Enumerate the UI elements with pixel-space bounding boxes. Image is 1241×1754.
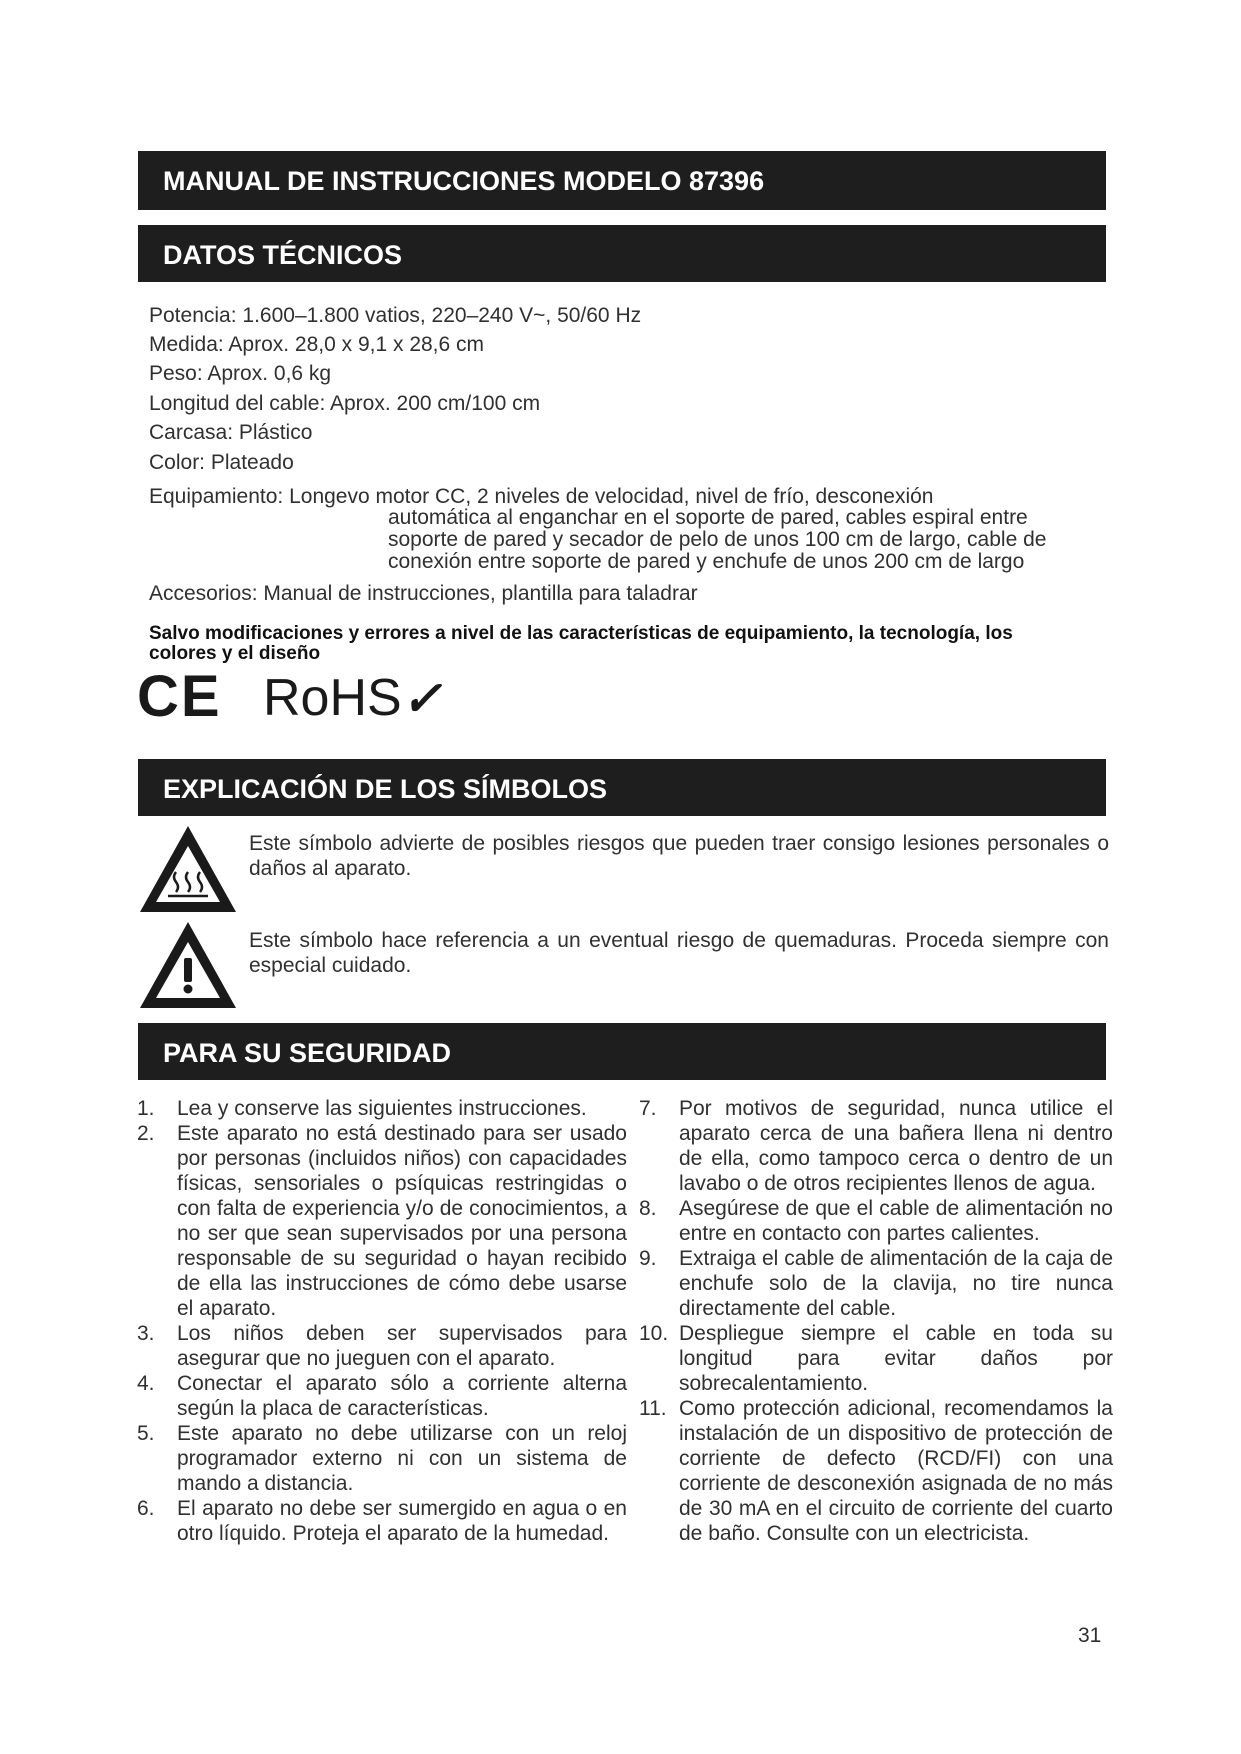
safety-item — [639, 1096, 1113, 1196]
safety-item — [137, 1121, 627, 1321]
safety-item-text: Los niños deben ser supervisados para asegurar que no jueguen con el aparato. — [177, 1322, 627, 1370]
safety-item-text: Lea y conserve las siguientes instrucciones. — [177, 1097, 587, 1120]
spec-medida: Medida: Aprox. 28,0 x 9,1 x 28,6 cm — [149, 333, 485, 356]
safety-item — [137, 1096, 627, 1121]
symbol-hot-description: Este símbolo advierte de posibles riesgos que pueden traer consigo lesiones personales o daños al aparato. — [249, 832, 1109, 880]
safety-item-number: 10. — [639, 1322, 669, 1345]
page-number: 31 — [1078, 1624, 1102, 1647]
safety-item — [639, 1396, 1113, 1546]
safety-item-text: Despliegue siempre el cable en toda su longitud para evitar daños por sobrecalentamiento. — [679, 1322, 1113, 1395]
safety-item-number: 1. — [137, 1097, 155, 1120]
datos-tecnicos-heading-bar — [138, 225, 1106, 282]
safety-item-text: El aparato no debe ser sumergido en agua o en otro líquido. Proteja el aparato de la humedad. — [177, 1497, 627, 1545]
seguridad-heading: PARA SU SEGURIDAD — [163, 1038, 452, 1068]
datos-tecnicos-heading: DATOS TÉCNICOS — [163, 240, 403, 270]
safety-item — [639, 1246, 1113, 1321]
manual-title-bar — [138, 151, 1106, 210]
rohs-mark — [263, 669, 442, 727]
check-icon: ✓ — [401, 673, 442, 726]
simbolos-heading-bar — [138, 759, 1106, 816]
safety-item — [639, 1321, 1113, 1396]
safety-item-text: Extraiga el cable de alimentación de la caja de enchufe solo de la clavija, no tire nunca directamente del cable. — [679, 1247, 1113, 1320]
spec-equipamiento: Equipamiento: Longevo motor CC, 2 niveles de velocidad, nivel de frío, desconexión — [149, 485, 934, 508]
spec-carcasa: Carcasa: Plástico — [149, 421, 313, 444]
spec-color: Color: Plateado — [149, 451, 294, 474]
hot-surface-warning-icon — [138, 824, 238, 916]
manual-title: MANUAL DE INSTRUCCIONES MODELO 87396 — [163, 166, 765, 196]
equip-line: soporte de pared y secador de pelo de unos 100 cm de largo, cable de — [388, 528, 1047, 551]
rohs-text: RoHS — [263, 669, 402, 727]
safety-item-number: 11. — [639, 1397, 667, 1420]
symbol-exclamation-description: Este símbolo hace referencia a un eventual riesgo de quemaduras. Proceda siempre con especial cuidado. — [249, 929, 1109, 977]
safety-item-text: Como protección adicional, recomendamos la instalación de un dispositivo de protección de corriente de defecto (RCD/FI) con una corriente de desconexión asignada de no más de 30 mA en el circuito de corriente del cuarto de baño. Consulte con un electricista. — [679, 1397, 1113, 1545]
safety-item-number: 7. — [639, 1097, 657, 1120]
safety-item-number: 3. — [137, 1322, 155, 1345]
safety-item-number: 5. — [137, 1422, 155, 1445]
simbolos-heading: EXPLICACIÓN DE LOS SÍMBOLOS — [163, 774, 608, 804]
exclamation-warning-icon — [138, 920, 238, 1012]
spec-peso: Peso: Aprox. 0,6 kg — [149, 362, 332, 385]
spec-cable: Longitud del cable: Aprox. 200 cm/100 cm — [149, 392, 541, 415]
safety-item — [137, 1496, 627, 1546]
seguridad-heading-bar — [138, 1023, 1106, 1080]
safety-list-left — [137, 1096, 627, 1546]
safety-item — [639, 1196, 1113, 1246]
safety-item-text: Por motivos de seguridad, nunca utilice el aparato cerca de una bañera llena ni dentro de ella, como tampoco cerca o dentro de un lavabo o de otros recipientes llenos de agua. — [679, 1097, 1113, 1195]
safety-item-number: 4. — [137, 1372, 155, 1395]
spec-accesorios: Accesorios: Manual de instrucciones, plantilla para taladrar — [149, 582, 698, 605]
safety-item-number: 9. — [639, 1247, 657, 1270]
safety-item-text: Conectar el aparato sólo a corriente alterna según la placa de características. — [177, 1372, 627, 1420]
safety-item-text: Este aparato no está destinado para ser usado por personas (incluidos niños) con capacidades físicas, sensoriales o psíquicas restringidas o con falta de experiencia y/o de conocimientos, a no ser que sean supervisados por una persona responsable de su seguridad o hayan recibido de ella las instrucciones de cómo debe usarse el aparato. — [177, 1122, 627, 1320]
safety-item-text: Asegúrese de que el cable de alimentación no entre en contacto con partes calientes. — [679, 1197, 1113, 1245]
spec-potencia: Potencia: 1.600–1.800 vatios, 220–240 V~, 50/60 Hz — [149, 304, 642, 327]
disclaimer: Salvo modificaciones y errores a nivel de las características de equipamiento, la tecnología, los colores y el diseño — [149, 623, 1013, 664]
safety-item-number: 2. — [137, 1122, 155, 1145]
safety-item-text: Este aparato no debe utilizarse con un reloj programador externo ni con un sistema de mando a distancia. — [177, 1422, 627, 1495]
equip-line: automática al enganchar en el soporte de pared, cables espiral entre — [388, 506, 1028, 529]
spec-equipamiento-continued — [388, 507, 1078, 573]
safety-item-number: 6. — [137, 1497, 155, 1520]
safety-item-number: 8. — [639, 1197, 657, 1220]
equip-line: conexión entre soporte de pared y enchufe de unos 200 cm de largo — [388, 550, 1025, 573]
safety-list-right — [639, 1096, 1113, 1546]
safety-item — [137, 1371, 627, 1421]
safety-item — [137, 1421, 627, 1496]
ce-mark: CE — [137, 664, 222, 729]
safety-item — [137, 1321, 627, 1371]
